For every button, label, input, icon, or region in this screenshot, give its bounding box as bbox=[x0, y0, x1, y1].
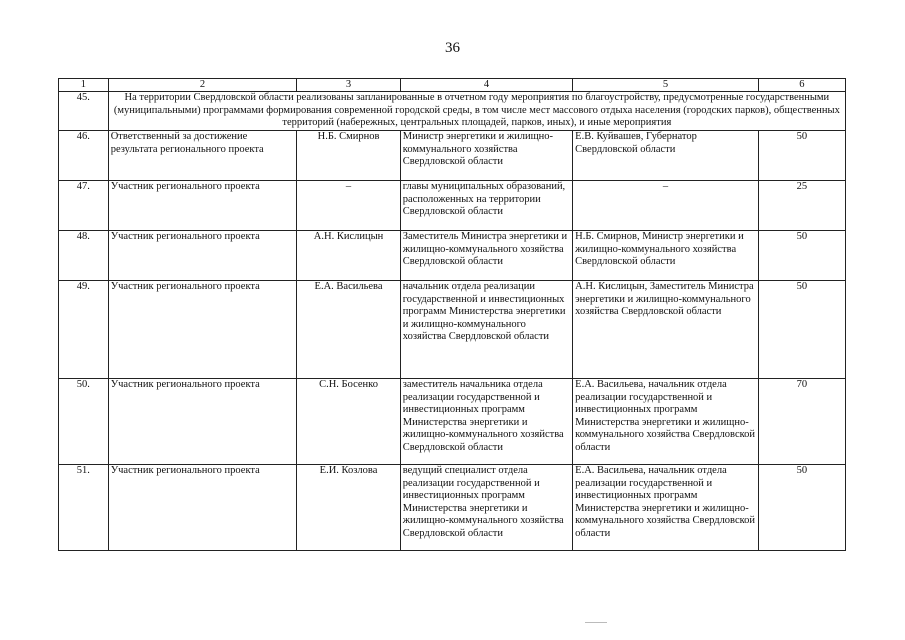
table-row bbox=[59, 231, 846, 281]
supervisor-cell: – bbox=[573, 181, 759, 231]
table-row bbox=[59, 465, 846, 551]
employment-value-cell: 50 bbox=[758, 281, 845, 379]
person-name-cell: – bbox=[297, 181, 400, 231]
employment-value-cell: 70 bbox=[758, 379, 845, 465]
column-number-row bbox=[59, 79, 846, 92]
person-name-cell: Е.А. Васильева bbox=[297, 281, 400, 379]
position-cell: Министр энергетики и жилищно-коммунального хозяйства Свердловской области bbox=[400, 131, 572, 181]
position-cell: Заместитель Министра энергетики и жилищно-коммунального хозяйства Свердловской области bbox=[400, 231, 572, 281]
employment-value-cell: 50 bbox=[758, 465, 845, 551]
position-cell: заместитель начальника отдела реализации государственной и инвестиционных программ Министерства энергетики и жилищно-коммунального хозяйства Свердловской области bbox=[400, 379, 572, 465]
column-number: 6 bbox=[758, 79, 845, 92]
supervisor-cell: Е.В. Куйвашев, Губернатор Свердловской области bbox=[573, 131, 759, 181]
scan-artifact bbox=[585, 622, 607, 623]
table-row bbox=[59, 281, 846, 379]
row-number: 51. bbox=[59, 465, 109, 551]
table-row bbox=[59, 131, 846, 181]
row-number: 50. bbox=[59, 379, 109, 465]
role-cell: Участник регионального проекта bbox=[108, 231, 297, 281]
supervisor-cell: Е.А. Васильева, начальник отдела реализации государственной и инвестиционных программ Министерства энергетики и жилищно-коммунального хозяйства Свердловской области bbox=[573, 379, 759, 465]
role-cell: Участник регионального проекта bbox=[108, 181, 297, 231]
person-name-cell: Н.Б. Смирнов bbox=[297, 131, 400, 181]
section-description: На территории Свердловской области реализованы запланированные в отчетном году мероприятия по благоустройству, предусмотренные государственными (муниципальными) программами формирования современной городской среды, в том числе мест массового отдыха населения (городских парков), общественных территорий (набережных, центральных площадей, парков, иных), и иные мероприятия bbox=[108, 92, 845, 131]
supervisor-cell: Н.Б. Смирнов, Министр энергетики и жилищно-коммунального хозяйства Свердловской области bbox=[573, 231, 759, 281]
role-cell: Участник регионального проекта bbox=[108, 281, 297, 379]
person-name-cell: Е.И. Козлова bbox=[297, 465, 400, 551]
row-number: 46. bbox=[59, 131, 109, 181]
employment-value-cell: 50 bbox=[758, 131, 845, 181]
person-name-cell: С.Н. Босенко bbox=[297, 379, 400, 465]
row-number: 45. bbox=[59, 92, 109, 131]
column-number: 1 bbox=[59, 79, 109, 92]
role-cell: Ответственный за достижение результата регионального проекта bbox=[108, 131, 297, 181]
role-cell: Участник регионального проекта bbox=[108, 379, 297, 465]
column-number: 3 bbox=[297, 79, 400, 92]
supervisor-cell: А.Н. Кислицын, Заместитель Министра энергетики и жилищно-коммунального хозяйства Свердловской области bbox=[573, 281, 759, 379]
position-cell: ведущий специалист отдела реализации государственной и инвестиционных программ Министерства энергетики и жилищно-коммунального хозяйства Свердловской области bbox=[400, 465, 572, 551]
column-number: 2 bbox=[108, 79, 297, 92]
section-row bbox=[59, 92, 846, 131]
participants-table bbox=[58, 78, 846, 551]
table-row bbox=[59, 181, 846, 231]
row-number: 49. bbox=[59, 281, 109, 379]
supervisor-cell: Е.А. Васильева, начальник отдела реализации государственной и инвестиционных программ Министерства энергетики и жилищно-коммунального хозяйства Свердловской области bbox=[573, 465, 759, 551]
column-number: 4 bbox=[400, 79, 572, 92]
table-row bbox=[59, 379, 846, 465]
row-number: 47. bbox=[59, 181, 109, 231]
position-cell: начальник отдела реализации государственной и инвестиционных программ Министерства энергетики и жилищно-коммунального хозяйства Свердловской области bbox=[400, 281, 572, 379]
page-number: 36 bbox=[445, 40, 460, 56]
employment-value-cell: 50 bbox=[758, 231, 845, 281]
person-name-cell: А.Н. Кислицын bbox=[297, 231, 400, 281]
role-cell: Участник регионального проекта bbox=[108, 465, 297, 551]
column-number: 5 bbox=[573, 79, 759, 92]
employment-value-cell: 25 bbox=[758, 181, 845, 231]
position-cell: главы муниципальных образований, расположенных на территории Свердловской области bbox=[400, 181, 572, 231]
row-number: 48. bbox=[59, 231, 109, 281]
